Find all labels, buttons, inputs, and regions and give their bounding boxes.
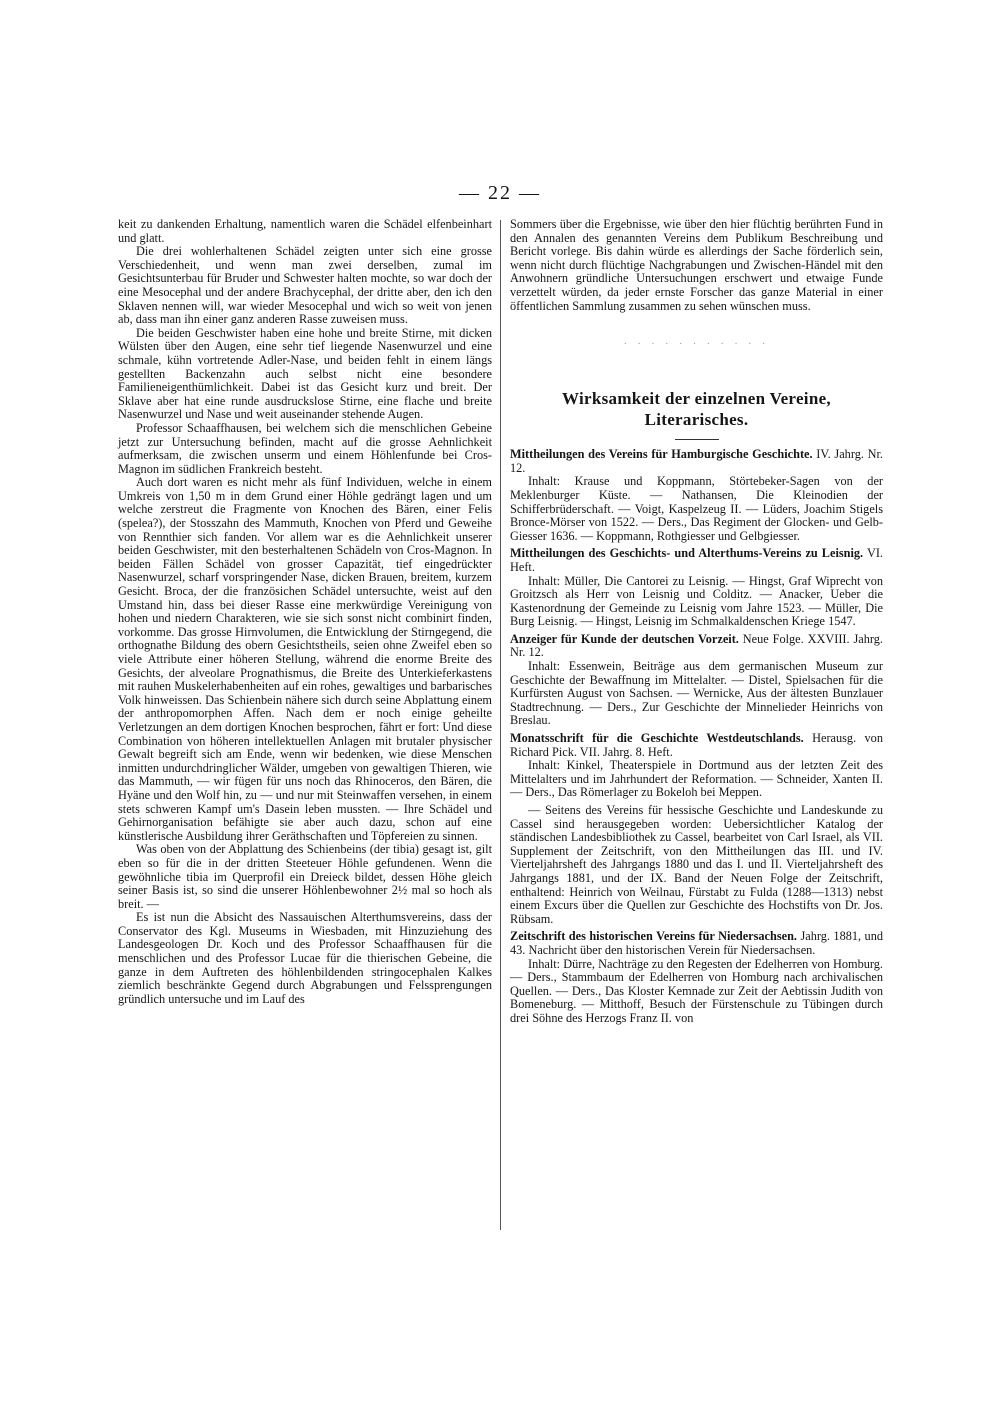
entry-body: Inhalt: Dürre, Nachträge zu den Regesten der Edelherren von Homburg. — Ders., Stammbaum der Edelherren von Homburg nach archivalischen Quellen. — Ders., Das Kloster Kemnade zur Zeit der Aebtissin Judith von Bomeneburg. — Mitthoff, Besuch der Fürstenschule zu Tübingen durch drei Söhne des Herzogs Franz II. von [510, 956, 883, 1025]
entry-head: Monatsschrift für die Geschichte Westdeutschlands. [510, 731, 804, 746]
entry-head: Mittheilungen des Vereins für Hamburgische Geschichte. [510, 447, 813, 462]
left-paragraph: Die beiden Geschwister haben eine hohe und breite Stirne, mit dicken Wülsten über den Augen, eine sehr tief liegende Nasenwurzel und eine schmale, kühn vortretende Adler-Nase, und beiden fehlt in einem längs gestellten Backenzahn auch selbst nicht eine besondere Familieneigenthümlichkeit. Dabei ist das Gesicht kurz und breit. Der Sklave aber hat eine runde ausdruckslose Stirne, eine flache und breite Nasenwurzel und Nase und weit auseinander stehende Augen. [118, 325, 492, 422]
heading-rule [675, 439, 719, 440]
journal-entry [510, 448, 883, 543]
entry-sub: IV. Jahrg. Nr. 12. [510, 447, 883, 475]
journal-entry [510, 930, 883, 1025]
column-divider [500, 220, 501, 1230]
entry-head: Zeitschrift des historischen Vereins für Niedersachsen. [510, 929, 798, 944]
entry-head: Mittheilungen des Geschichts- und Alterthums-Vereins zu Leisnig. [510, 546, 864, 561]
journal-entry [510, 633, 883, 728]
entry-title [510, 547, 883, 574]
entry-body: Inhalt: Müller, Die Cantorei zu Leisnig. — Hingst, Graf Wiprecht von Groitzsch als Herr von Leisnig und Colditz. — Anacker, Ueber die Kastenordnung der Gemeinde zu Leisnig vom Jahre 1523. — Müller, Die Burg Leisnig. — Hingst, Leisnig im Schmalkaldenschen Kriege 1547. [510, 573, 883, 629]
left-paragraph: Es ist nun die Absicht des Nassauischen Alterthumsvereins, dass der Conservator des Kgl. Museums in Wiesbaden, mit Hinzuziehung des Landesgeologen Dr. Koch und des Professor Schaaffhausen für die menschlichen und des Professor Lucae für die thierischen Gebeine, die ganze in dem Auftreten des höhlenbildenden stringocephalen Kalkes ziemlich beschränkte Gegend durch Abgrabungen und Felssprengungen gründlich untersuche und im Lauf des [118, 910, 492, 1006]
page-number: — 22 — [459, 182, 541, 204]
entry-sub: Jahrg. 1881, und 43. Nachricht über den historischen Verein für Niedersachsen. [510, 929, 883, 957]
entry-body: Inhalt: Essenwein, Beiträge aus dem germanischen Museum zur Geschichte der Bewaffnung im Mittelalter. — Distel, Spielsachen für die Kurfürsten August von Sachsen. — Wernicke, Aus der ältesten Bunzlauer Stadtrechnung. — Ders., Zur Geschichte der Minnelieder Heinrichs von Breslau. [510, 659, 883, 728]
entry-title [510, 448, 883, 475]
left-paragraph: Auch dort waren es nicht mehr als fünf Individuen, welche in einem Umkreis von 1,50 m in dem Grund einer Höhle gedrängt lagen und um welche zerstreut die Fragmente von Knochen des Bären, einer Felis (spelea?), der Stosszahn des Mammuth, Knochen von Pferd und Geweihe von Rennthier sich fanden. Vor allem war es die Aehnlichkeit unserer beiden Geschwister, mit den besterhaltenen Schädeln von Cros-Magnon. In beiden Fällen Schädel von grosser Capazität, tief eingedrückter Nasenwurzel, scharf vorspringender Nase, dicken Brauen, breitem, kurzem Gesicht. Broca, der die französichen Schädel untersuchte, weist auf den Umstand hin, dass bei dieser Rasse eine merkwürdige Vereinigung von hohen und niedern Charakteren, wie sie sich sonst nicht combinirt finden, vorkomme. Das grosse Hirnvolumen, die Entwicklung der Stirngegend, die orthognathe Bildung des obern Gesichtstheils, seien ohne Zweifel eben so viele Attribute einer höheren Stellung, während die enorme Breite des Gesichts, der alveolare Prognathismus, die Breite des Unterkieferkastens mit rauhen Muskelerhabenheiten auf ein rohes, gewaltiges und barbarisches Volk hinweissen. Das Schienbein nähere sich durch seine Abplattung einem der anthropomorphen Affen. Nach dem er noch einige geheilte Verletzungen an dem dortigen Knochen besprochen, fährt er fort: Und diese Combination von höheren intellektuellen Anlagen mit brutaler physischer Gewalt begreift sich am Ende, wenn wir bedenken, wie diese Menschen inmitten undurchdringlicher Wälder, umgeben von gewaltigen Thieren, wie das Mammuth, — wir fügen für uns noch das Rhinoceros, den Bären, die Hyäne und den Wolf hin, zu — und nur mit Steinwaffen versehen, in einem stets schweren Kampf um's Dasein leben mussten. — Ihre Schädel und Gehirnorganisation befähigte sie aber auch dazu, schon auf eine künstlerische Ausbildung ihrer Geräthschaften und Töpfereien zu sinnen. [118, 475, 492, 843]
section-heading-line: Literarisches. [644, 410, 749, 430]
left-paragraph: Professor Schaaffhausen, bei welchem sich die menschlichen Gebeine jetzt zur Untersuchung befinden, macht auf die grosse Aehnlichkeit aufmerksam, die zwischen unserm und einem Höhlenfunde bei Cros-Magnon im südlichen Frankreich besteht. [118, 420, 492, 476]
kassel-entry [510, 804, 883, 926]
kassel-paragraph: — Seitens des Vereins für hessische Geschichte und Landeskunde zu Cassel sind herausgegeben worden: Uebersichtlicher Katalog der ständischen Landesbibliothek zu Cassel, bearbeitet von Carl Israel, als VII. Supplement der Zeitschrift, von den Mittheilungen das III. und IV. Vierteljahrsheft des Jahrgangs 1880 und das I. und II. Vierteljahrsheft des Jahrgangs 1881, und der IX. Band der Neuen Folge der Zeitschrift, enthaltend: Heinrich von Weilnau, Fürstabt zu Fulda (1288—1313) nebst einem Excurs über die Quellen zur Geschichte des Hochstifts von Dr. Jos. Rübsam. [510, 803, 883, 926]
section-heading [510, 388, 883, 430]
entry-body: Inhalt: Kinkel, Theaterspiele in Dortmund aus der letzten Zeit des Mittelalters und im Jahrhundert der Reformation. — Schneider, Xanten II. — Ders., Das Römerlager zu Bokeloh bei Meppen. [510, 758, 883, 800]
entry-title [510, 633, 883, 660]
entry-sub: Herausg. von Richard Pick. VII. Jahrg. 8. Heft. [510, 731, 883, 759]
right-column [510, 218, 883, 1030]
journal-entry [510, 547, 883, 629]
left-paragraph: keit zu dankenden Erhaltung, namentlich waren die Schädel elfenbeinhart und glatt. [118, 217, 492, 245]
ornament-divider: · · · · · · · · · · · [623, 339, 770, 351]
left-paragraph: Was oben von der Abplattung des Schienbeins (der tibia) gesagt ist, gilt eben so für die in der dritten Steeteuer Höhle gefundenen. Wenn die gewöhnliche tibia im Querprofil ein Dreieck bildet, dessen Höhe gleich seiner Basis ist, so sind die unserer Höhlenbewohner 2½ mal so hoch als breit. — [118, 842, 492, 911]
section-heading-line: Wirksamkeit der einzelnen Vereine, [562, 389, 831, 409]
entry-head: Anzeiger für Kunde der deutschen Vorzeit. [510, 631, 739, 646]
right-intro-paragraph: Sommers über die Ergebnisse, wie über den hier flüchtig berührten Fund in den Annalen des genannten Vereins dem Publikum Beschreibung und Bericht vorlege. Bis dahin würde es allerdings der Sache förderlich sein, wenn nicht durch flüchtige Nachgrabungen und Zwischen-Händel mit den Anwohnern gründliche Untersuchungen erschwert und etwaige Funde verzettelt würden, da jeder ernste Forscher das ganze Material in einer öffentlichen Sammlung zusammen zu sehen wünschen muss. [510, 217, 883, 313]
journal-entry [510, 732, 883, 800]
entry-sub: Neue Folge. XXVIII. Jahrg. Nr. 12. [510, 631, 883, 660]
entry-title [510, 930, 883, 957]
left-column [118, 218, 492, 1006]
entry-title [510, 732, 883, 759]
left-paragraph: Die drei wohlerhaltenen Schädel zeigten unter sich eine grosse Verschiedenheit, und wenn man zwei derselben, zumal im Gesichtsunterbau für Bruder und Schwester halten mochte, so war doch der eine Mesocephal und der andere Brachycephal, der dritte aber, den ich den Sklaven nennen will, war wieder Mesocephal und wich so weit von jenen ab, dass man ihn einer ganz anderen Rasse zuweisen muss. [118, 244, 492, 327]
entry-body: Inhalt: Krause und Koppmann, Störtebeker-Sagen von der Meklenburger Küste. — Nathansen, Die Kleinodien der Schifferbrüderschaft. — Voigt, Kaspelzeug II. — Lüders, Joachim Stigels Bronce-Mörser von 1522. — Ders., Das Regiment der Glocken- und Gelb-Giesser 1636. — Koppmann, Rothgiesser und Gelbgiesser. [510, 474, 883, 543]
entry-sub: VI. Heft. [510, 546, 883, 574]
